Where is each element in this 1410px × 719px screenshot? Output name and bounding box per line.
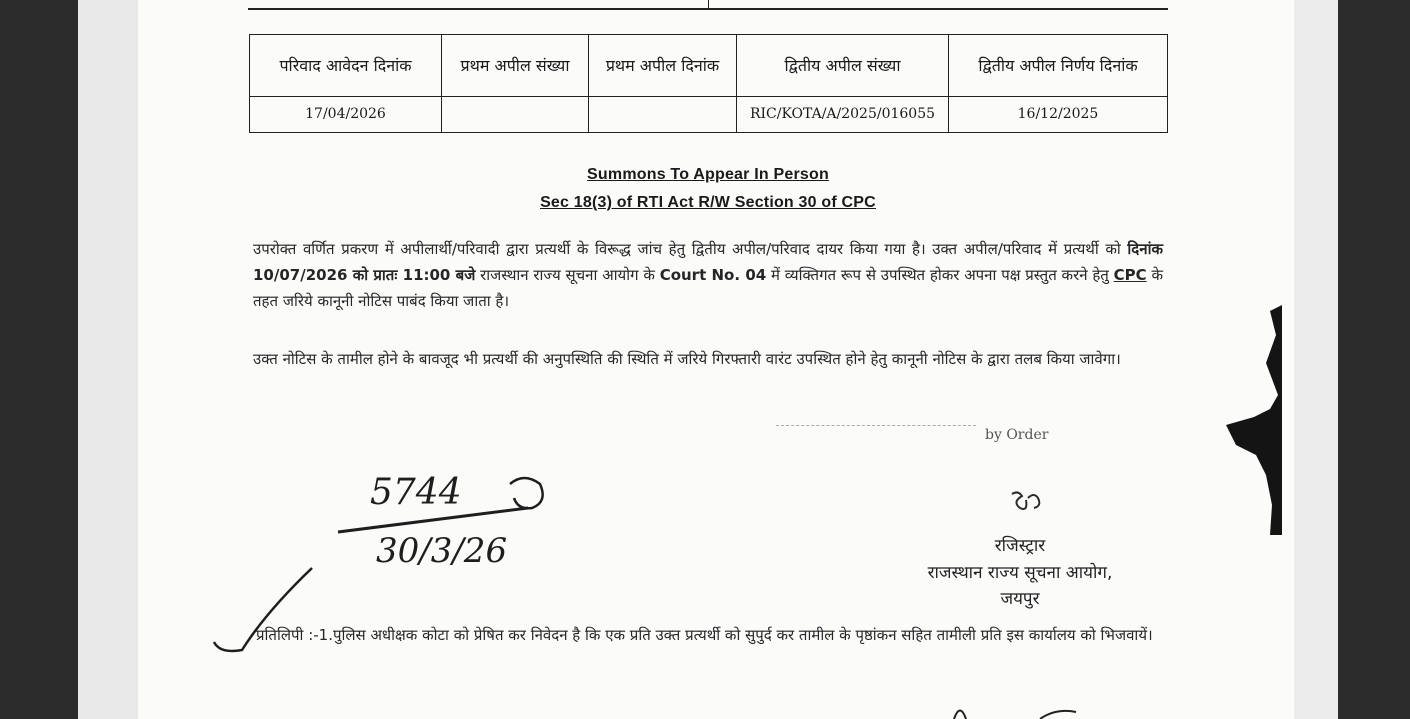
cell-second-appeal-decision-date: 16/12/2025 [949,96,1168,132]
cpc-reference: CPC [1113,266,1147,284]
appeal-details-table [249,34,1168,133]
handwritten-denominator: 30/3/26 [376,531,508,571]
signature-divider [776,425,976,426]
registrar-initials-signature [1008,488,1044,518]
cell-first-appeal-date [589,96,737,132]
bottom-stamp-partial [940,700,1080,719]
header-first-appeal-number: प्रथम अपील संख्या [442,35,589,97]
court-number: Court No. 04 [659,266,767,284]
para1-part2: राजस्थान राज्य सूचना आयोग के [475,266,660,284]
para1-part1: उपरोक्त वर्णित प्रकरण में अपीलार्थी/परिवादी द्वारा प्रत्यर्थी के विरूद्ध जांच हेतु द्वितीय अपील/परिवाद दायर किया गया है। उक्त अपील/परिवाद में प्रत्यर्थी को [253,240,1128,258]
copy-forwarding-note: प्रतिलिपी :-1.पुलिस अधीक्षक कोटा को प्रेषित कर निवेदन है कि एक प्रति उक्त प्रत्यर्थी को सुपुर्द कर तामील के पृष्ठांकन सहित तामीली प्रति इस कार्यालय को भिजवायें। [256,626,1153,644]
summons-paragraph [253,236,1163,314]
cell-second-appeal-number: RIC/KOTA/A/2025/016055 [737,96,949,132]
header-second-appeal-number: द्वितीय अपील संख्या [737,35,949,97]
cell-complaint-date: 17/04/2026 [250,96,442,132]
commission-name: राजस्थान राज्य सूचना आयोग, [927,563,1113,583]
summons-title: Summons To Appear In Person [587,166,829,183]
para1-part4: के तहत जरिये कानूनी नोटिस पाबंद किया जाता है। [253,266,1163,310]
handwritten-numerator: 5744 [370,472,462,513]
torn-edge-shadow [1226,305,1282,535]
header-first-appeal-date: प्रथम अपील दिनांक [589,35,737,97]
header-complaint-date: परिवाद आवेदन दिनांक [250,35,442,97]
handwritten-dispatch-number [318,462,558,632]
left-page-margin [78,0,138,719]
para1-part3: में व्यक्तिगत रूप से उपस्थित होकर अपना पक्ष प्रस्तुत करने हेतु [766,266,1114,284]
commission-city: जयपुर [1000,589,1040,609]
registrar-title: रजिस्ट्रार [994,536,1046,556]
right-dark-background [1338,0,1410,719]
by-order-text: by Order [985,427,1049,443]
left-dark-background [0,0,78,719]
warrant-paragraph: उक्त नोटिस के तामील होने के बावजूद भी प्रत्यर्थी की अनुपस्थिति की स्थिति में जरिये गिरफ्तारी वारंट उपस्थित होने हेतु कानूनी नोटिस के द्वारा तलब किया जावेगा। [253,350,1121,368]
right-page-margin [1294,0,1338,719]
header-second-appeal-decision-date: द्वितीय अपील निर्णय दिनांक [949,35,1168,97]
table-header-row [250,35,1168,97]
summons-section-reference: Sec 18(3) of RTI Act R/W Section 30 of CPC [540,194,876,211]
cell-first-appeal-number [442,96,589,132]
hearing-datetime: दिनांक 10/07/2026 को प्रातः 11:00 बजे [253,240,1163,284]
previous-table-bottom-border [248,0,1168,10]
table-row [250,96,1168,132]
